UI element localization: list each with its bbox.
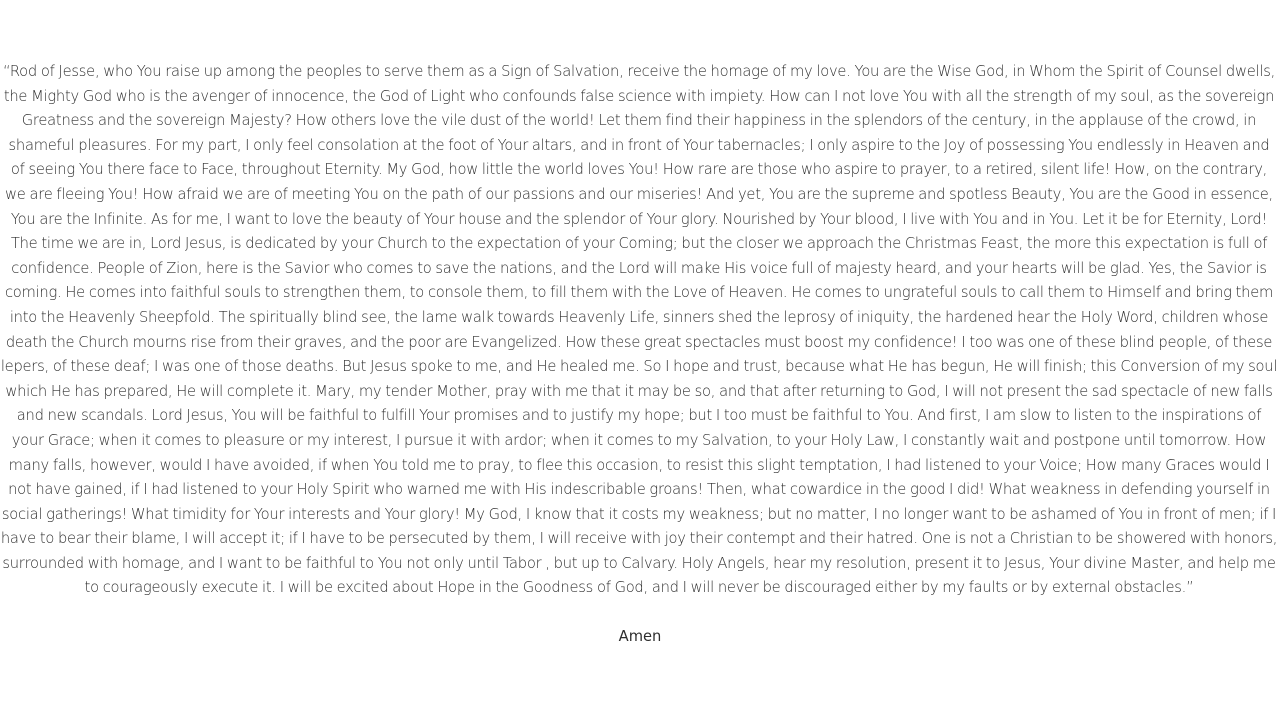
closing-amen: Amen — [618, 628, 662, 646]
prayer-text: “Rod of Jesse, who You raise up among the peoples to serve them as a Sign of Salvation, receive the homage of my love. You are the Wise God, in Whom the Spirit of Counsel dwells, the Mighty God who is the avenger of innocence, the God of Light who confounds false science with impiety. How can I not love You with all the strength of my soul, as the sovereign Greatness and the sovereign Majesty? How others love the vile dust of the world! Let them find their happiness in the splendors of the century, in the applause of the crowd, in shameful pleasures. For my part, I only feel consolation at the foot of Your altars, and in front of Your tabernacles; I only aspire to the Joy of possessing You endlessly in Heaven and of seeing You there face to Face, throughout Eternity. My God, how little the world loves You! How rare are those who aspire to prayer, to a retired, silent life! How, on the contrary, we are fleeing You! How afraid we are of meeting You on the path of our passions and our miseries! And yet, You are the supreme and spotless Beauty, You are the Good in essence, You are the Infinite. As for me, I want to love the beauty of Your house and the splendor of Your glory. Nourished by Your blood, I live with You and in You. Let it be for Eternity, Lord! The time we are in, Lord Jesus, is dedicated by your Church to the expectation of your Coming; but the closer we approach the Christmas Feast, the more this expectation is full of confidence. People of Zion, here is the Savior who comes to save the nations, and the Lord will make His voice full of majesty heard, and your hearts will be glad. Yes, the Savior is coming. He comes into faithful souls to strengthen them, to console them, to fill them with the Love of Heaven. He comes to ungrateful souls to call them to Himself and bring them into the Heavenly Sheepfold. The spiritually blind see, the lame walk towards Heavenly Life, sinners shed the leprosy of iniquity, the hardened hear the Holy Word, children whose death the Church mourns rise from their graves, and the poor are Evangelized. How these great spectacles must boost my confidence! I too was one of these blind people, of these lepers, of these deaf; I was one of those deaths. But Jesus spoke to me, and He healed me. So I hope and trust, because what He has begun, He will finish; this Conversion of my soul which He has prepared, He will complete it. Mary, my tender Mother, pray with me that it may be so, and that after returning to God, I will not present the sad spectacle of new falls and new scandals. Lord Jesus, You will be faithful to fulfill Your promises and to justify my hope; but I too must be faithful to You. And first, I am slow to listen to the inspirations of your Grace; when it comes to pleasure or my interest, I pursue it with ardor; when it comes to my Salvation, to your Holy Law, I constantly wait and postpone until tomorrow. How many falls, however, would I have avoided, if when You told me to pray, to flee this occasion, to resist this slight temptation, I had listened to your Voice; How many Graces would I not have gained, if I had listened to your Holy Spirit who warned me with His indescribable groans! Then, what cowardice in the good I did! What weakness in defending yourself in social gatherings! What timidity for Your interests and Your glory! My God, I know that it costs my weakness; but no matter, I no longer want to be ashamed of You in front of men; if I have to bear their blame, I will accept it; if I have to be persecuted by them, I will receive with joy their contempt and their hatred. One is not a Christian to be showered with honors, surrounded with homage, and I want to be faithful to You not only until Tabor , but up to Calvary. Holy Angels, hear my resolution, present it to Jesus, Your divine Master, and help me to courageously execute it. I will be excited about Hope in the Goodness of God, and I will never be discouraged either by my faults or by external obstacles.” — [0, 63, 1278, 597]
